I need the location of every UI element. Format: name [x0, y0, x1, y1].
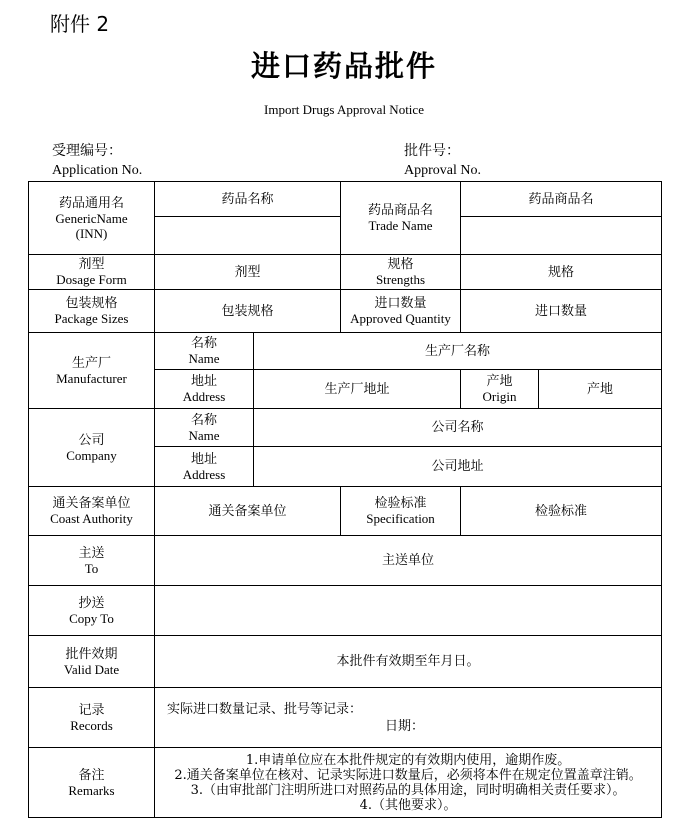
records-value[interactable]: [155, 688, 662, 748]
package-sizes-label: 包装规格 Package Sizes: [29, 290, 155, 333]
application-no-label-en: Application No.: [52, 163, 143, 178]
generic-name-value-empty[interactable]: [155, 217, 341, 255]
attachment-label: 附件 2: [50, 12, 110, 36]
page-title: 进口药品批件: [250, 49, 437, 83]
page-subtitle: Import Drugs Approval Notice: [264, 102, 424, 117]
records-text: 实际进口数量记录、批号等记录：: [167, 701, 363, 717]
generic-name-label: 药品通用名 GenericName (INN): [29, 182, 155, 255]
manufacturer-address-value[interactable]: 生产厂地址: [254, 370, 461, 409]
remarks-line: 2.通关备案单位在核对、记录实际进口数量后，必须将本件在规定位置盖章注销。: [174, 767, 642, 783]
specification-label: 检验标准 Specification: [341, 487, 461, 536]
copy-to-value[interactable]: [155, 586, 662, 636]
approval-no-label-en: Approval No.: [404, 163, 481, 178]
remarks-label: 备注 Remarks: [29, 748, 155, 818]
strengths-value[interactable]: 规格: [461, 255, 662, 290]
generic-name-value[interactable]: 药品名称: [155, 182, 341, 217]
approval-form-table: [28, 181, 662, 818]
to-label: 主送 To: [29, 536, 155, 586]
origin-value[interactable]: 产地: [539, 370, 662, 409]
package-sizes-value[interactable]: 包装规格: [155, 290, 341, 333]
manufacturer-label: 生产厂 Manufacturer: [29, 333, 155, 409]
trade-name-value-empty[interactable]: [461, 217, 662, 255]
dosage-form-label: 剂型 Dosage Form: [29, 255, 155, 290]
manufacturer-name-label: 名称 Name: [155, 333, 254, 370]
application-no-field: [52, 142, 142, 180]
remarks-content: [155, 748, 662, 818]
manufacturer-name-value[interactable]: 生产厂名称: [254, 333, 662, 370]
remarks-line: 1.申请单位应在本批件规定的有效期内使用，逾期作废。: [245, 752, 571, 768]
approval-no-field: [404, 142, 481, 180]
copy-to-label: 抄送 Copy To: [29, 586, 155, 636]
coast-authority-value[interactable]: 通关备案单位: [155, 487, 341, 536]
approved-quantity-value[interactable]: 进口数量: [461, 290, 662, 333]
dosage-form-value[interactable]: 剂型: [155, 255, 341, 290]
company-label: 公司 Company: [29, 409, 155, 487]
origin-label: 产地 Origin: [461, 370, 539, 409]
valid-date-value[interactable]: 本批件有效期至年月日。: [155, 636, 662, 688]
remarks-line: 4.（其他要求）。: [359, 797, 457, 813]
company-name-value[interactable]: 公司名称: [254, 409, 662, 447]
manufacturer-address-label: 地址 Address: [155, 370, 254, 409]
approval-no-label-zh: 批件号：: [404, 143, 460, 159]
trade-name-label: 药品商品名 Trade Name: [341, 182, 461, 255]
records-label: 记录 Records: [29, 688, 155, 748]
application-no-label-zh: 受理编号：: [52, 143, 122, 159]
company-address-label: 地址 Address: [155, 447, 254, 487]
records-date-label: 日期：: [385, 718, 425, 734]
company-name-label: 名称 Name: [155, 409, 254, 447]
coast-authority-label: 通关备案单位 Coast Authority: [29, 487, 155, 536]
trade-name-value[interactable]: 药品商品名: [461, 182, 662, 217]
remarks-line: 3.（由审批部门注明所进口对照药品的具体用途，同时明确相关责任要求）。: [190, 782, 626, 798]
company-address-value[interactable]: 公司地址: [254, 447, 662, 487]
to-value[interactable]: 主送单位: [155, 536, 662, 586]
specification-value[interactable]: 检验标准: [461, 487, 662, 536]
valid-date-label: 批件效期 Valid Date: [29, 636, 155, 688]
approved-quantity-label: 进口数量 Approved Quantity: [341, 290, 461, 333]
strengths-label: 规格 Strengths: [341, 255, 461, 290]
